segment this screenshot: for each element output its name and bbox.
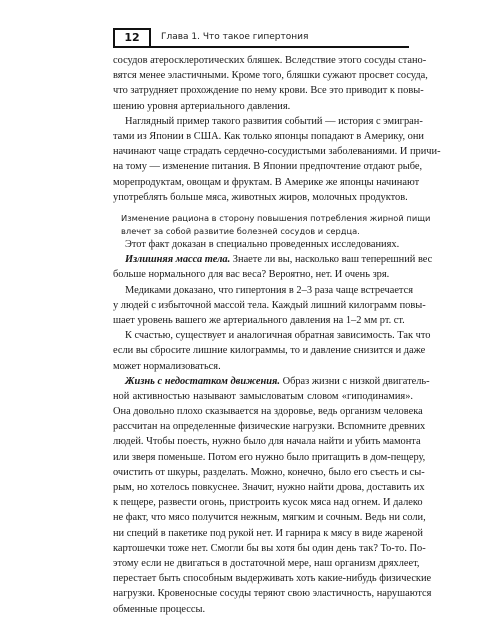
text-line xyxy=(113,586,432,601)
text-span: ни специй в пакетике под рукой нет. И гарнира к мясу в виде жареной xyxy=(113,527,423,539)
text-line xyxy=(113,434,421,449)
chapter-title: Глава 1. Что такое гипертония xyxy=(161,32,309,42)
text-span: людей. Чтобы поесть, нужно было для начала найти и убить мамонта xyxy=(113,436,421,448)
text-span: Медиками доказано, что гипертония в 2–3 раза чаще встречается xyxy=(125,284,413,296)
text-span: если вы сбросите лишние килограммы, то и давление снизится и даже xyxy=(113,345,426,357)
text-span: может нормализоваться. xyxy=(113,360,221,372)
text-line xyxy=(113,419,426,434)
text-line xyxy=(113,144,441,159)
text-span: К счастью, существует и аналогичная обратная зависимость. Так что xyxy=(125,330,431,342)
text-line xyxy=(113,359,413,374)
text-line xyxy=(113,190,413,205)
text-line xyxy=(113,541,426,556)
text-span: Образ жизни с низкой двигатель- xyxy=(279,375,430,387)
text-span: шению уровня артериального давления. xyxy=(113,100,291,112)
text-span: или зверя поменьше. Потом его нужно было притащить в дом-пещеру, xyxy=(113,451,426,463)
text-line xyxy=(113,99,413,114)
text-line xyxy=(113,129,424,144)
text-span: вятся менее эластичными. Кроме того, бляшки сужают просвет сосуда, xyxy=(113,70,428,82)
callout-line: Изменение рациона в сторону повышения потребления жирной пищи xyxy=(121,213,431,223)
text-span: ной активностью называют замысловатым словом «гиподинамия». xyxy=(113,390,413,402)
text-span: Этот факт доказан в специально проведенных исследованиях. xyxy=(125,239,400,250)
text-span: очистить от шкуры, разделать. Можно, конечно, было его съесть и сы- xyxy=(113,466,425,478)
text-line xyxy=(113,602,413,617)
section-keyword: Излишняя масса тела. xyxy=(125,254,231,266)
body-text-main xyxy=(113,237,433,617)
text-line xyxy=(113,404,423,419)
text-span: Знаете ли вы, насколько ваш теперешний вес xyxy=(230,254,433,266)
text-span: тами из Японии в США. Как только японцы попадают в Америку, они xyxy=(113,130,424,142)
text-span: перестает быть способным выдерживать хоть какие-нибудь физические xyxy=(113,573,432,585)
text-span: этому если не двигаться в достаточной мере, наш организм дряхлеет, xyxy=(113,557,420,569)
text-span: картошечки тоже нет. Смогли бы вы хотя бы один день так? То-то. По- xyxy=(113,542,426,554)
running-header xyxy=(113,28,409,48)
text-line xyxy=(113,571,432,586)
text-span: сосудов атеросклеротических бляшек. Вследствие этого сосуды стано- xyxy=(113,55,427,66)
text-line xyxy=(113,53,427,68)
text-span: шает уровень вашего же артериального давления на 1–2 мм рт. ст. xyxy=(113,314,405,326)
text-line xyxy=(113,68,428,83)
text-span: употреблять больше мяса, животных жиров, молочных продуктов. xyxy=(113,191,408,203)
text-line xyxy=(113,480,425,495)
text-line xyxy=(113,83,424,98)
text-span: больше нормального для вас веса? Вероятно, нет. И очень зря. xyxy=(113,269,390,281)
text-line xyxy=(113,298,426,313)
text-line xyxy=(113,175,420,190)
text-line xyxy=(113,252,433,267)
header-rule xyxy=(151,46,409,48)
text-line xyxy=(113,374,430,389)
text-line xyxy=(113,343,426,358)
text-line xyxy=(113,495,423,510)
section-keyword: Жизнь с недостатком движения. xyxy=(125,375,280,387)
text-span: у людей с избыточной массой тела. Каждый лишний килограмм повы- xyxy=(113,299,426,311)
text-span: не факт, что мясо получится нежным, мягким и сочным. Ведь ни соли, xyxy=(113,512,426,524)
callout-line: влечет за собой развитие болезней сосудов и сердца. xyxy=(121,226,360,236)
text-span: начинают чаще страдать сердечно-сосудистыми заболеваниями. И причи- xyxy=(113,146,441,158)
text-span: нагрузки. Кровеносные сосуды теряют свою эластичность, нарушаются xyxy=(113,588,432,600)
text-line xyxy=(113,283,413,298)
text-line xyxy=(113,389,413,404)
text-line xyxy=(113,510,426,525)
text-span: к пещере, развести огонь, пристроить кусок мяса над огнем. И далеко xyxy=(113,497,423,509)
text-line xyxy=(113,313,413,328)
text-line xyxy=(113,328,431,343)
text-line xyxy=(113,237,413,252)
text-span: что затрудняет прохождение по нему крови. Все это приводит к повы- xyxy=(113,85,424,97)
text-line xyxy=(113,450,426,465)
page-number: 12 xyxy=(113,28,151,48)
text-line xyxy=(113,556,420,571)
text-span: рассчитан на определенные физические нагрузки. Вспомните древних xyxy=(113,421,426,433)
text-line xyxy=(113,465,425,480)
text-line xyxy=(113,114,423,129)
text-span: Наглядный пример такого развития событий — история с эмигран- xyxy=(125,115,423,127)
body-text-top xyxy=(113,53,441,205)
text-span: морепродуктам, овощам и фруктам. В Америке же японцы начинают xyxy=(113,176,420,188)
text-span: на тому — изменение питания. В Японии предпочтение отдают рыбе, xyxy=(113,161,423,173)
text-span: обменные процессы. xyxy=(113,603,206,615)
text-span: рым, но хотелось повкуснее. Значит, нужно найти дрова, доставить их xyxy=(113,482,425,493)
text-line xyxy=(113,267,413,282)
text-line xyxy=(113,159,423,174)
text-line xyxy=(113,526,423,541)
callout-note xyxy=(121,212,431,238)
text-span: Она довольно плохо сказывается на здоровье, ведь организм человека xyxy=(113,406,423,418)
